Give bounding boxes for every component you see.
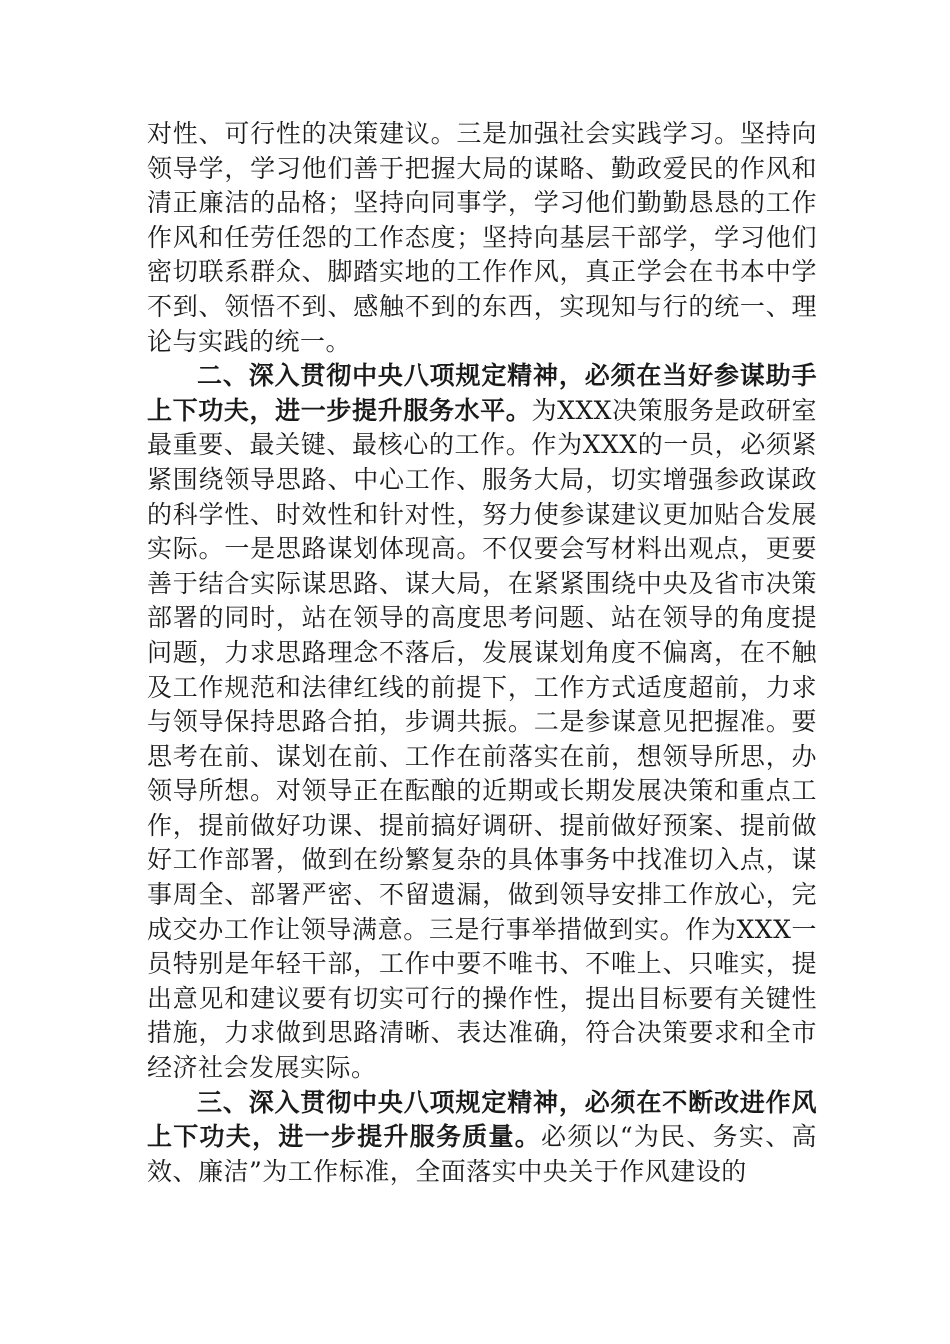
section-three-heading: 三、深入贯彻中央八项规定精神，必须在不断改进作风上下功夫，进一步提升服务质量。	[147, 1087, 817, 1152]
section-two-heading: 二、深入贯彻中央八项规定精神，必须在当好参谋助手上下功夫，进一步提升服务水平。	[147, 361, 817, 425]
paragraph-1	[147, 117, 817, 359]
paragraph-3-body: 必须以“为民、务实、高效、廉洁”为工作标准，全面落实中央关于作风建设的	[147, 1122, 817, 1186]
paragraph-2-body: 为XXX决策服务是政研室最重要、最关键、最核心的工作。作为XXX的一员，必须紧紧围绕领导思路、中心工作、服务大局，切实增强参政谋政的科学性、时效性和针对性，努力使参谋建议更加贴合发展实际。一是思路谋划体现高。不仅要会写材料出观点，更要善于结合实际谋思路、谋大局，在紧紧围绕中央及省市决策部署的同时，站在领导的高度思考问题、站在领导的角度提问题，力求思路理念不落后，发展谋划角度不偏离，在不触及工作规范和法律红线的前提下，工作方式适度超前，力求与领导保持思路合拍，步调共振。二是参谋意见把握准。要思考在前、谋划在前、工作在前落实在前，想领导所思，办领导所想。对领导正在酝酿的近期或长期发展决策和重点工作，提前做好功课、提前搞好调研、提前做好预案、提前做好工作部署，做到在纷繁复杂的具体事务中找准切入点，谋事周全、部署严密、不留遗漏，做到领导安排工作放心，完成交办工作让领导满意。三是行事举措做到实。作为XXX一员特别是年轻干部，工作中要不唯书、不唯上、只唯实，提出意见和建议要有切实可行的操作性，提出目标要有关键性措施，力求做到思路清晰、表达准确，符合决策要求和全市经济社会发展实际。	[147, 395, 817, 1083]
paragraph-3	[147, 1086, 817, 1190]
paragraph-2	[147, 359, 817, 1085]
paragraph-1-body: 对性、可行性的决策建议。三是加强社会实践学习。坚持向领导学，学习他们善于把握大局的谋略、勤政爱民的作风和清正廉洁的品格；坚持向同事学，学习他们勤勤恳恳的工作作风和任劳任怨的工作态度；坚持向基层干部学，学习他们密切联系群众、脚踏实地的工作作风，真正学会在书本中学不到、领悟不到、感触不到的东西，实现知与行的统一、理论与实践的统一。	[147, 119, 817, 356]
document-body	[147, 117, 817, 1189]
